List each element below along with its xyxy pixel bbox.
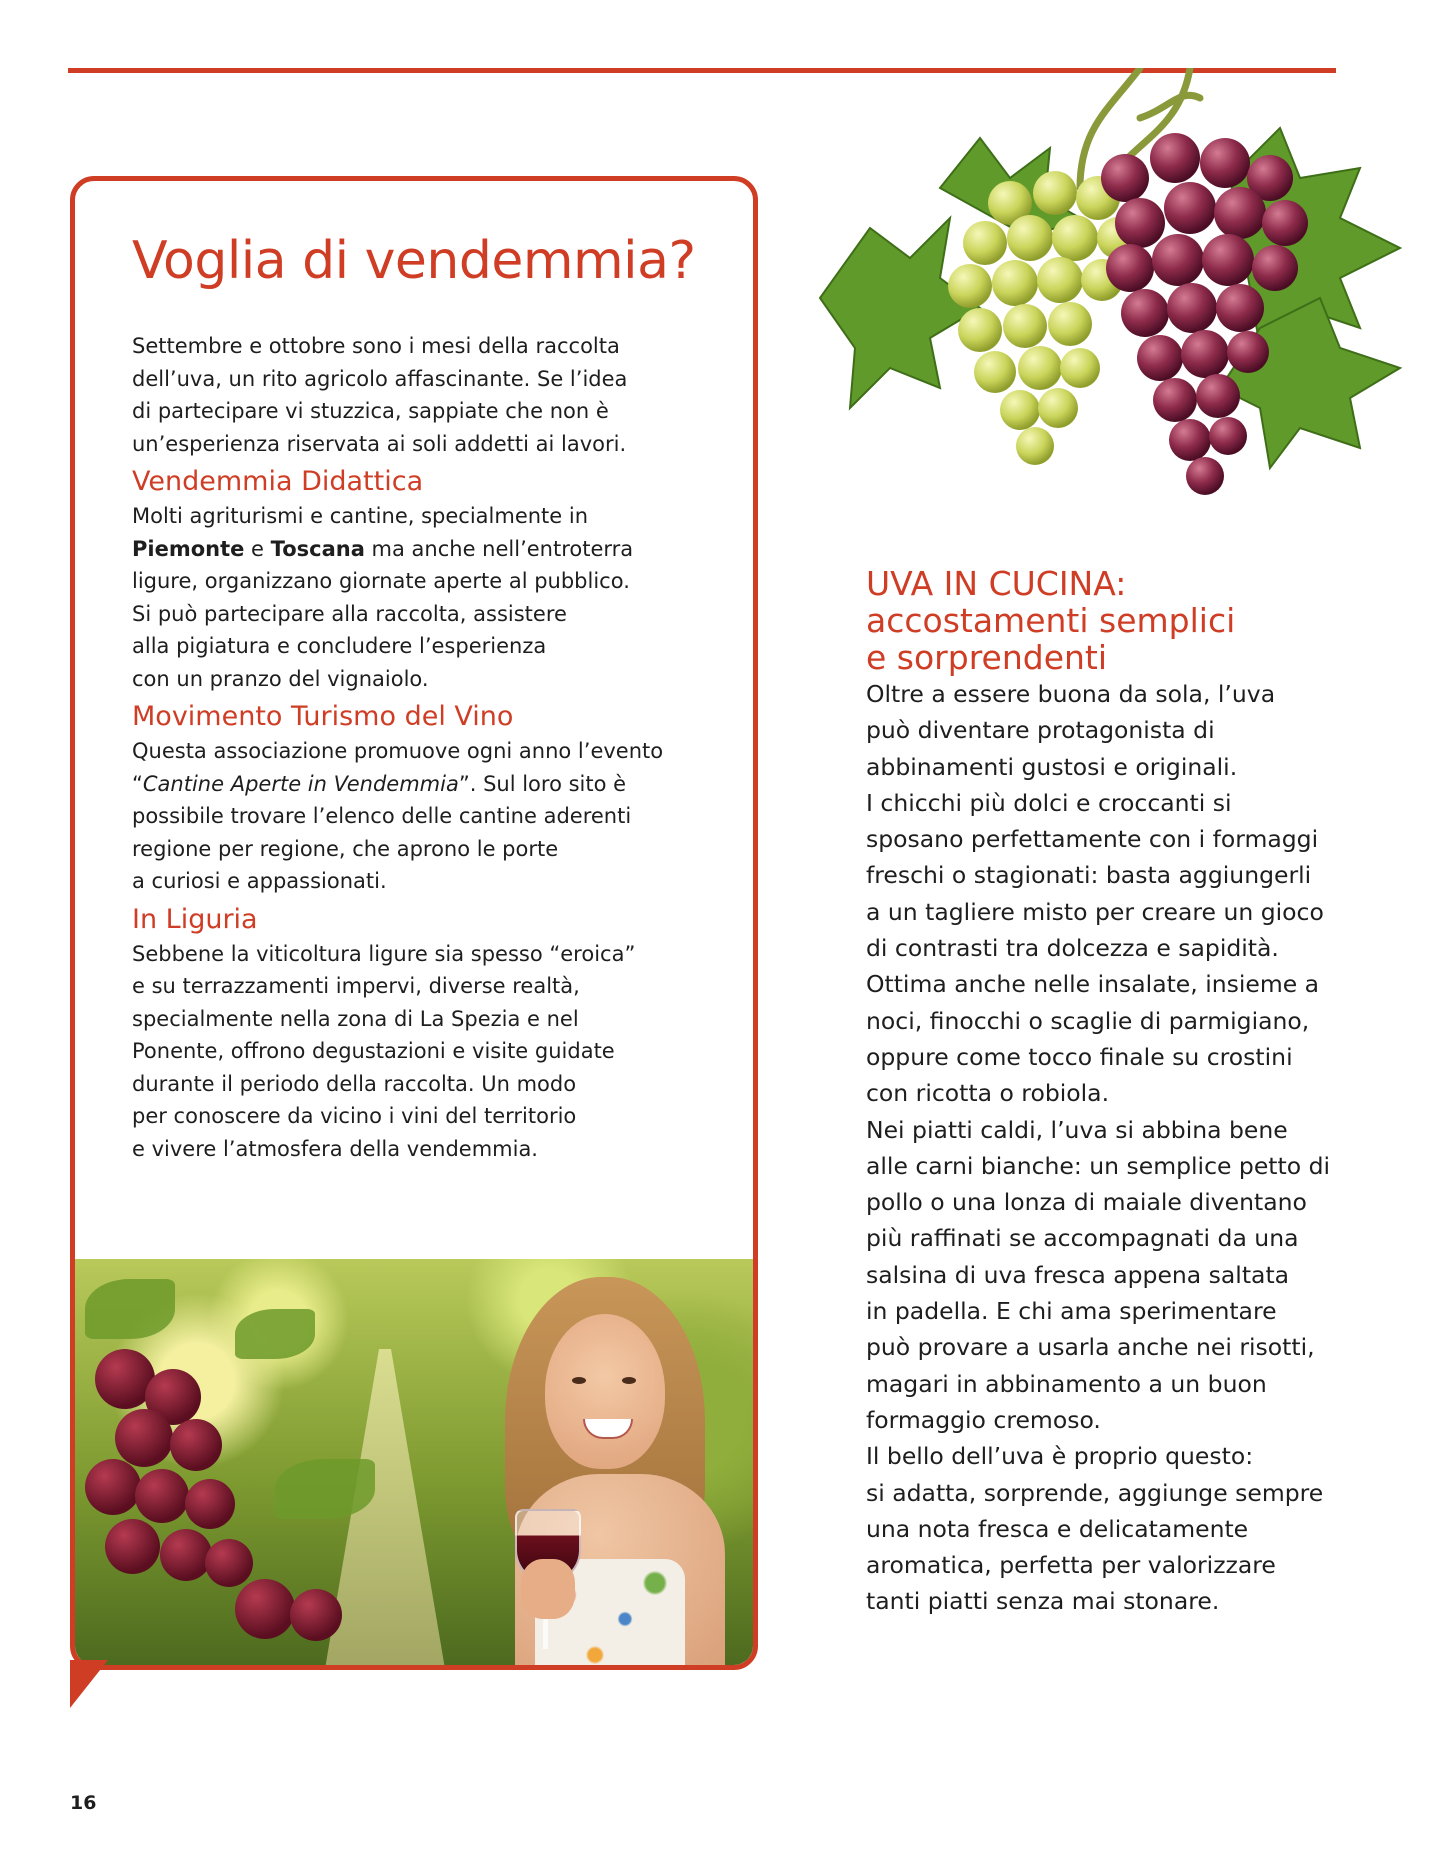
- section-heading-vendemmia-didattica: Vendemmia Didattica: [132, 466, 424, 498]
- body-line: noci, finocchi o scaglie di parmigiano,: [866, 1006, 1310, 1035]
- body-line: magari in abbinamento a un buon: [866, 1369, 1267, 1398]
- body-line: a un tagliere misto per creare un gioco: [866, 897, 1324, 926]
- body-line: in padella. E chi ama sperimentare: [866, 1297, 1277, 1326]
- text-line: Ponente, offrono degustazioni e visite guidate: [132, 1039, 615, 1064]
- heading-line: e sorprendenti: [866, 638, 1108, 677]
- body-line: più raffinati se accompagnati da una: [866, 1224, 1299, 1253]
- text-line: Questa associazione promuove ogni anno l’evento: [132, 739, 664, 764]
- sidebar-content: [132, 233, 732, 1165]
- text-line: alla pigiatura e concludere l’esperienza: [132, 634, 547, 659]
- heading-line: UVA IN CUCINA:: [866, 564, 1127, 603]
- speech-tail: [70, 1660, 108, 1708]
- body-line: pollo o una lonza di maiale diventano: [866, 1188, 1307, 1217]
- section-text-movimento-turismo: [132, 735, 732, 898]
- grapes-illustration: [780, 68, 1430, 508]
- text-line: e vivere l’atmosfera della vendemmia.: [132, 1136, 538, 1161]
- section-heading-in-liguria: In Liguria: [132, 903, 258, 935]
- page-number: 16: [70, 1792, 97, 1814]
- bold-region-toscana: Toscana: [270, 536, 365, 561]
- grape-shape: [235, 1579, 295, 1639]
- body-line: salsina di uva fresca appena saltata: [866, 1260, 1290, 1289]
- text-line: Si può partecipare alla raccolta, assistere: [132, 601, 567, 626]
- text-line: per conoscere da vicino i vini del territorio: [132, 1104, 577, 1129]
- grape-shape: [160, 1529, 212, 1581]
- leaf-shape: [275, 1459, 375, 1519]
- text-line: a curiosi e appassionati.: [132, 869, 387, 894]
- grape-shape: [205, 1539, 253, 1587]
- article-heading: [866, 565, 1336, 676]
- event-name: Cantine Aperte in Vendemmia: [142, 771, 459, 796]
- grape-shape: [290, 1589, 342, 1641]
- body-line: I chicchi più dolci e croccanti si: [866, 788, 1232, 817]
- body-line: Nei piatti caldi, l’uva si abbina bene: [866, 1115, 1288, 1144]
- bold-region-piemonte: Piemonte: [132, 536, 245, 561]
- eye-shape: [572, 1377, 586, 1384]
- conjunction: e: [244, 536, 271, 561]
- text-line: durante il periodo della raccolta. Un modo: [132, 1071, 577, 1096]
- grape-shape: [105, 1519, 160, 1574]
- intro-line: Settembre e ottobre sono i mesi della raccolta: [132, 334, 620, 359]
- text-line: Molti agriturismi e cantine, specialmente in: [132, 504, 589, 529]
- eye-shape: [622, 1377, 636, 1384]
- body-line: può diventare protagonista di: [866, 716, 1215, 745]
- grape-shape: [135, 1469, 189, 1523]
- intro-line: un’esperienza riservata ai soli addetti ai lavori.: [132, 431, 627, 456]
- body-line: Oltre a essere buona da sola, l’uva: [866, 680, 1276, 708]
- text-line: Sebbene la viticoltura ligure sia spesso “eroica”: [132, 941, 636, 966]
- body-line: con ricotta o robiola.: [866, 1079, 1110, 1108]
- heading-line: accostamenti semplici: [866, 601, 1236, 640]
- body-line: di contrasti tra dolcezza e sapidità.: [866, 934, 1279, 963]
- body-line: abbinamenti gustosi e originali.: [866, 752, 1238, 781]
- section-text-vendemmia-didattica: [132, 500, 732, 695]
- body-line: sposano perfettamente con i formaggi: [866, 825, 1319, 854]
- hand-shape: [521, 1559, 575, 1619]
- body-line: alle carni bianche: un semplice petto di: [866, 1151, 1331, 1180]
- grape-shape: [115, 1409, 173, 1467]
- body-line: oppure come tocco finale su crostini: [866, 1042, 1293, 1071]
- grape-shape: [170, 1419, 222, 1471]
- text-line: specialmente nella zona di La Spezia e nel: [132, 1006, 579, 1031]
- intro-paragraph: [132, 330, 732, 460]
- leaf-shape: [235, 1309, 315, 1359]
- body-line: si adatta, sorprende, aggiunge sempre: [866, 1478, 1324, 1507]
- text-line: ma anche nell’entroterra: [364, 536, 634, 561]
- leaf-shape: [85, 1279, 175, 1339]
- sidebar-box: [70, 176, 758, 1670]
- text-line: regione per regione, che aprono le porte: [132, 836, 559, 861]
- text-line: ligure, organizzano giornate aperte al pubblico.: [132, 569, 630, 594]
- text-line: con un pranzo del vignaiolo.: [132, 666, 429, 691]
- body-line: aromatica, perfetta per valorizzare: [866, 1551, 1276, 1580]
- text-line: e su terrazzamenti impervi, diverse realtà,: [132, 974, 580, 999]
- body-line: Ottima anche nelle insalate, insieme a: [866, 970, 1320, 999]
- article-column: [866, 565, 1336, 1620]
- grape-shape: [85, 1459, 141, 1515]
- sidebar-title: Voglia di vendemmia?: [132, 231, 696, 291]
- open-quote: “: [132, 771, 143, 796]
- intro-line: di partecipare vi stuzzica, sappiate che non è: [132, 399, 609, 424]
- section-heading-movimento-turismo: Movimento Turismo del Vino: [132, 701, 514, 733]
- vineyard-woman-photo: [75, 1259, 753, 1665]
- section-text-in-liguria: [132, 938, 732, 1166]
- body-line: una nota fresca e delicatamente: [866, 1514, 1249, 1543]
- text-line: possibile trovare l’elenco delle cantine aderenti: [132, 804, 632, 829]
- article-body: [866, 676, 1336, 1620]
- face-shape: [545, 1314, 665, 1469]
- body-line: freschi o stagionati: basta aggiungerli: [866, 861, 1312, 890]
- body-line: può provare a usarla anche nei risotti,: [866, 1333, 1315, 1362]
- text-line: ”. Sul loro sito è: [458, 771, 627, 796]
- grape-shape: [185, 1479, 235, 1529]
- intro-line: dell’uva, un rito agricolo affascinante. Se l’idea: [132, 366, 628, 391]
- body-line: Il bello dell’uva è proprio questo:: [866, 1442, 1254, 1471]
- body-line: formaggio cremoso.: [866, 1405, 1101, 1434]
- body-line: tanti piatti senza mai stonare.: [866, 1587, 1220, 1616]
